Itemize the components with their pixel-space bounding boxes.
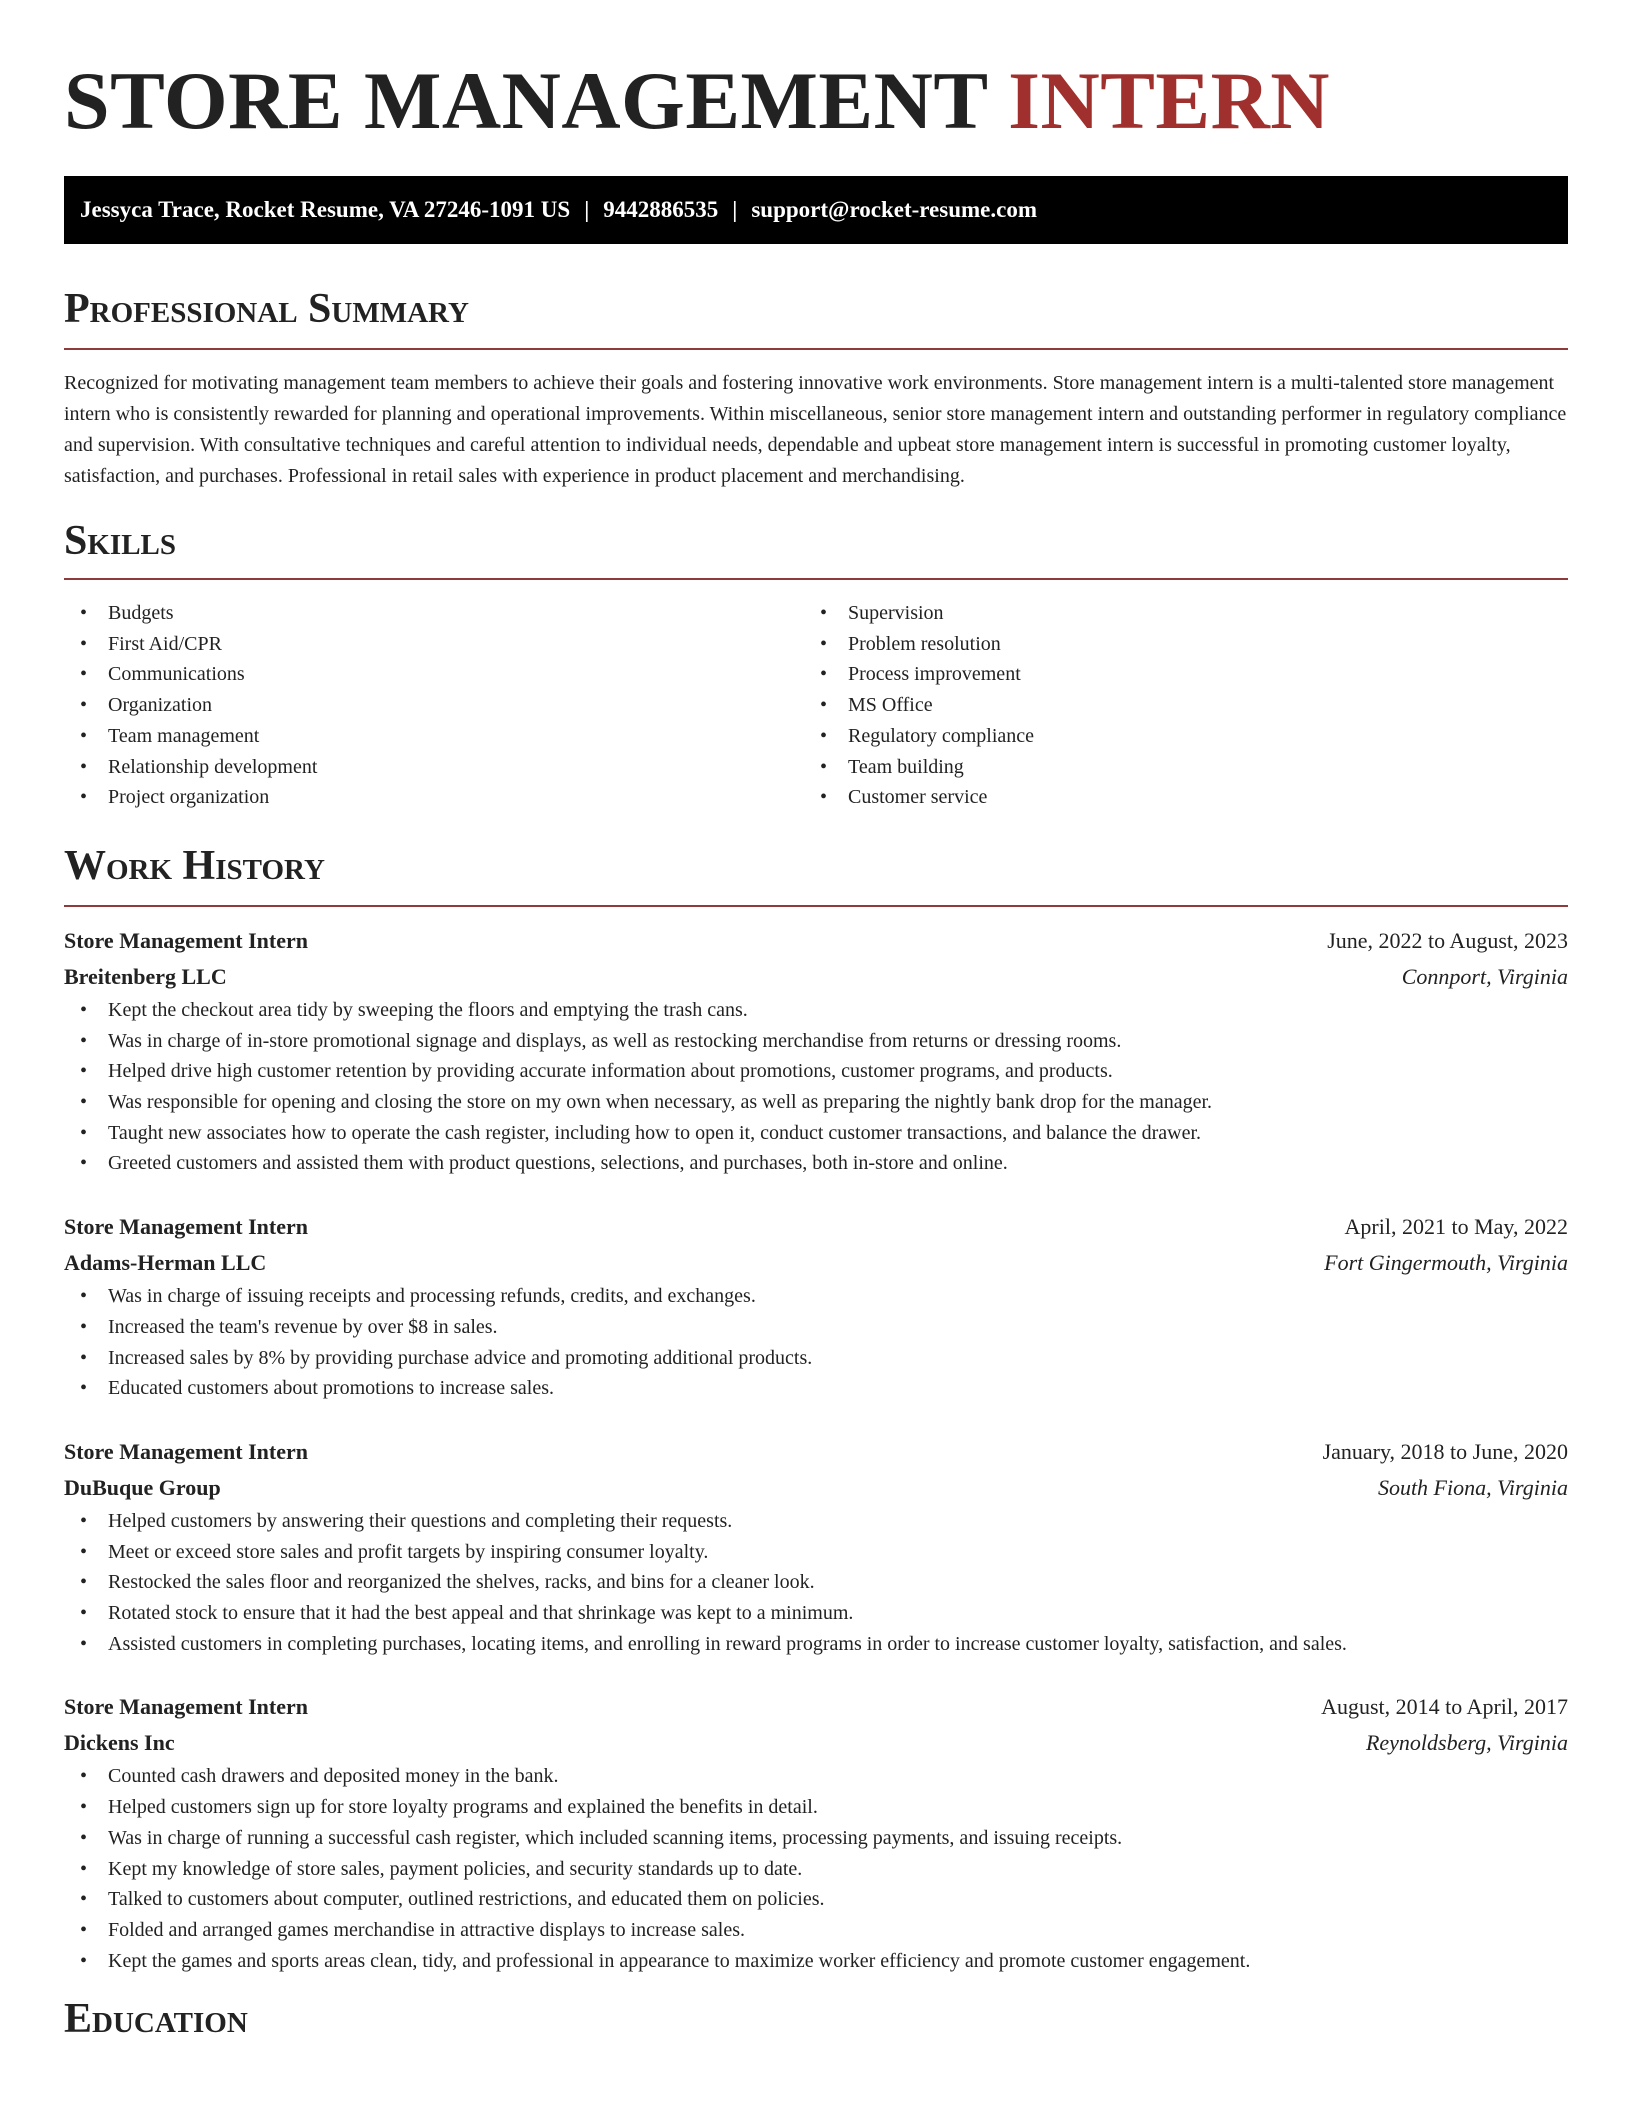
job-header-row [64,1434,1568,1470]
list-item: • Taught new associates how to operate the cash register, including how to open it, conduct customer transactions, and balance the drawer. [64,1118,1568,1149]
job-company-row [64,1245,1568,1281]
list-item: • Restocked the sales floor and reorganized the shelves, racks, and bins for a cleaner look. [64,1567,1568,1598]
summary-heading: Professional Summary [64,286,469,332]
education-heading: Education [64,1996,248,2043]
summary-section [64,284,1568,492]
job-company: Breitenberg LLC [64,963,227,989]
skills-grid [64,598,1568,813]
list-item: • Regulatory compliance [804,721,1544,752]
contact-bar [64,176,1568,244]
list-item: • Kept the checkout area tidy by sweeping the floors and emptying the trash cans. [64,995,1568,1026]
list-item: • Meet or exceed store sales and profit targets by inspiring consumer loyalty. [64,1537,1568,1568]
list-item: • Kept my knowledge of store sales, payment policies, and security standards up to date. [64,1854,1568,1885]
job-title: Store Management Intern [64,1694,308,1720]
list-item: • First Aid/CPR [64,629,804,660]
job-dates: June, 2022 to August, 2023 [1327,927,1568,953]
skills-section [64,516,1568,813]
list-item: • Rotated stock to ensure that it had the best appeal and that shrinkage was kept to a minimum. [64,1598,1568,1629]
list-item: • Project organization [64,782,804,813]
list-item: • Greeted customers and assisted them with product questions, selections, and purchases, both in-store and online. [64,1148,1568,1179]
list-item: • Was in charge of in-store promotional signage and displays, as well as restocking merchandise from returns or dressing rooms. [64,1026,1568,1057]
list-item: • Assisted customers in completing purchases, locating items, and enrolling in reward programs in order to increase customer loyalty, satisfaction, and sales. [64,1629,1568,1660]
work-history-section [64,841,1568,1976]
job-header-row [64,1209,1568,1245]
list-item: • Team management [64,721,804,752]
title-accent: INTERN [1008,55,1331,146]
job-location: Fort Gingermouth, Virginia [1324,1250,1568,1276]
job-list [64,923,1568,1976]
skills-column-right [804,598,1544,813]
list-item: • Communications [64,659,804,690]
list-item: • Organization [64,690,804,721]
job-entry [64,1434,1568,1660]
contact-separator: | [732,197,738,222]
contact-address: Jessyca Trace, Rocket Resume, VA 27246-1091 US [80,197,571,222]
list-item: • Supervision [804,598,1544,629]
job-company-row [64,1470,1568,1506]
job-company: Adams-Herman LLC [64,1250,267,1276]
job-company-row [64,1725,1568,1761]
job-company: Dickens Inc [64,1730,175,1756]
list-item: • Increased sales by 8% by providing purchase advice and promoting additional products. [64,1343,1568,1374]
list-item: • Talked to customers about computer, outlined restrictions, and educated them on policies. [64,1884,1568,1915]
contact-phone: 9442886535 [603,197,719,222]
job-dates: January, 2018 to June, 2020 [1322,1438,1568,1464]
title-main: STORE MANAGEMENT [64,55,1009,146]
job-location: South Fiona, Virginia [1377,1474,1568,1500]
job-title: Store Management Intern [64,1214,308,1240]
list-item: • Counted cash drawers and deposited money in the bank. [64,1761,1568,1792]
list-item: • Folded and arranged games merchandise in attractive displays to increase sales. [64,1915,1568,1946]
list-item: • Was in charge of running a successful cash register, which included scanning items, processing payments, and issuing receipts. [64,1823,1568,1854]
resume-page [64,0,1568,2044]
job-dates: April, 2021 to May, 2022 [1344,1214,1568,1240]
list-item: • Problem resolution [804,629,1544,660]
section-divider [64,578,1568,580]
section-divider [64,348,1568,350]
job-entry [64,923,1568,1179]
job-bullet-list [64,995,1568,1179]
job-company-row [64,959,1568,995]
job-dates: August, 2014 to April, 2017 [1321,1694,1568,1720]
job-title: Store Management Intern [64,1438,308,1464]
job-bullet-list [64,1761,1568,1976]
contact-email: support@rocket-resume.com [751,197,1037,222]
job-location: Reynoldsberg, Virginia [1365,1730,1568,1756]
list-item: • Helped drive high customer retention by providing accurate information about promotions, customer programs, and products. [64,1056,1568,1087]
list-item: • MS Office [804,690,1544,721]
skills-column-left [64,598,804,813]
summary-text: Recognized for motivating management team members to achieve their goals and fostering innovative work environments. Store management intern is a multi-talented store management intern who is consistently rewarded for planning and operational improvements. Within miscellaneous, senior store management intern and outstanding performer in regulatory compliance and supervision. With consultative techniques and careful attention to individual needs, dependable and upbeat store management intern is successful in promoting customer loyalty, satisfaction, and purchases. Professional in retail sales with experience in product placement and merchandising. [64,372,1567,487]
job-company: DuBuque Group [64,1474,221,1500]
list-item: • Budgets [64,598,804,629]
job-bullet-list [64,1506,1568,1660]
job-header-row [64,1689,1568,1725]
education-section [64,1994,1568,2044]
work-history-heading: Work History [64,842,325,889]
contact-separator: | [584,197,590,222]
job-location: Connport, Virginia [1401,963,1568,989]
list-item: • Kept the games and sports areas clean, tidy, and professional in appearance to maximize worker efficiency and promote customer engagement. [64,1946,1568,1977]
list-item: • Relationship development [64,752,804,783]
list-item: • Was in charge of issuing receipts and processing refunds, credits, and exchanges. [64,1281,1568,1312]
job-bullet-list [64,1281,1568,1404]
job-entry [64,1689,1568,1976]
skills-list-left [64,598,804,813]
list-item: • Helped customers by answering their questions and completing their requests. [64,1506,1568,1537]
resume-title [64,0,1568,158]
job-entry [64,1209,1568,1404]
list-item: • Customer service [804,782,1544,813]
skills-list-right [804,598,1544,813]
skills-heading: Skills [64,518,177,564]
list-item: • Increased the team's revenue by over $8 in sales. [64,1312,1568,1343]
list-item: • Team building [804,752,1544,783]
section-divider [64,905,1568,907]
job-header-row [64,923,1568,959]
list-item: • Process improvement [804,659,1544,690]
list-item: • Educated customers about promotions to increase sales. [64,1373,1568,1404]
job-title: Store Management Intern [64,927,308,953]
list-item: • Helped customers sign up for store loyalty programs and explained the benefits in detail. [64,1792,1568,1823]
list-item: • Was responsible for opening and closing the store on my own when necessary, as well as preparing the nightly bank drop for the manager. [64,1087,1568,1118]
